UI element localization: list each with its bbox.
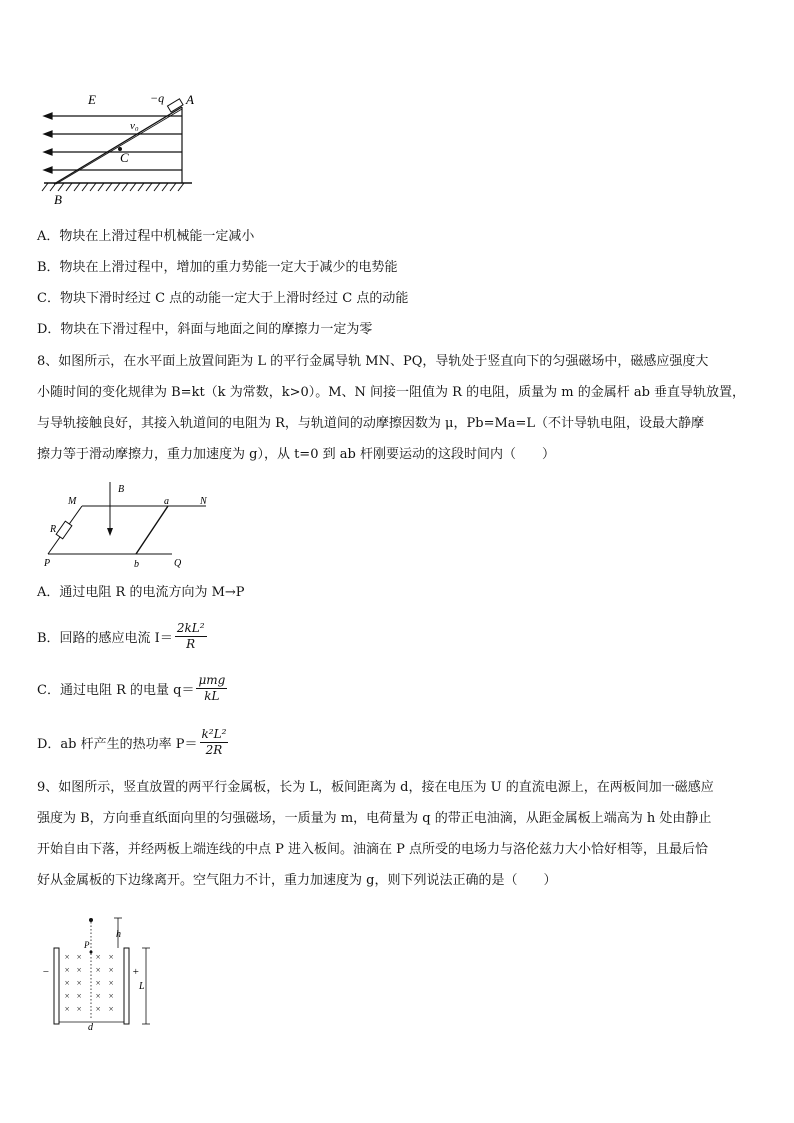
label-E: E — [88, 92, 96, 107]
label-q: −q — [150, 91, 165, 105]
svg-text:×: × — [76, 978, 83, 988]
label-B: B — [54, 192, 62, 207]
fraction-numerator: μmg — [198, 672, 226, 687]
fraction-denominator: 2R — [205, 742, 223, 757]
svg-text:×: × — [108, 952, 115, 962]
label-A: A — [186, 92, 194, 107]
label-d: d — [88, 1022, 93, 1032]
label-L: L — [139, 981, 145, 992]
label-B-field: B — [118, 484, 125, 495]
q8-option-b — [37, 618, 207, 654]
fraction-denominator: kL — [204, 688, 220, 703]
plates-figure — [38, 912, 168, 1032]
svg-text:×: × — [76, 991, 83, 1001]
q8-option-c-fraction — [196, 673, 227, 704]
svg-text:×: × — [64, 1004, 71, 1014]
q8-stem-line-4: 擦力等于滑动摩擦力，重力加速度为 g），从 t=0 到 ab 杆刚要运动的这段时间内（ ） — [37, 447, 555, 462]
svg-text:×: × — [95, 952, 102, 962]
svg-text:×: × — [95, 991, 102, 1001]
svg-text:×: × — [64, 991, 71, 1001]
q8-option-c-text: C．通过电阻 R 的电量 q＝ — [37, 682, 195, 698]
label-Q: Q — [174, 558, 182, 569]
q8-option-d-fraction — [200, 727, 229, 758]
q9-stem-line-3: 开始自由下落，并经两板上端连线的中点 P 进入板间。油滴在 P 点所受的电场力与洛伦兹力大小恰好相等，且最后恰 — [37, 842, 709, 857]
label-b: b — [134, 559, 139, 570]
q7-option-b: B．物块在上滑过程中，增加的重力势能一定大于减少的电势能 — [37, 260, 398, 275]
q8-stem-line-3: 与导轨接触良好，其接入轨道间的电阻为 R，与轨道间的动摩擦因数为 μ，Pb=Ma=L（不计导轨电阻，设最大静摩 — [37, 416, 705, 431]
q9-stem-line-2: 强度为 B，方向垂直纸面向里的匀强磁场，一质量为 m，电荷量为 q 的带正电油滴，从距金属板上端高为 h 处由静止 — [37, 811, 712, 826]
q8-option-a — [37, 580, 245, 600]
label-P: P — [44, 558, 51, 569]
q8-option-d-text: D．ab 杆产生的热功率 P＝ — [37, 736, 198, 752]
label-v0: v₀ — [130, 120, 139, 132]
svg-text:×: × — [95, 978, 102, 988]
label-plus: + — [132, 966, 140, 978]
label-P-entry: P — [84, 940, 90, 950]
svg-text:×: × — [76, 1004, 83, 1014]
svg-text:×: × — [95, 965, 102, 975]
q8-option-c — [37, 670, 227, 706]
q8-option-d — [37, 722, 228, 762]
q7-option-d: D．物块在下滑过程中，斜面与地面之间的摩擦力一定为零 — [37, 322, 373, 337]
q8-option-b-fraction — [175, 621, 207, 652]
q7-option-c: C．物块下滑时经过 C 点的动能一定大于上滑时经过 C 点的动能 — [37, 291, 409, 306]
magnetic-field-crosses — [64, 952, 114, 1014]
q9-stem-line-4: 好从金属板的下边缘离开。空气阻力不计，重力加速度为 g，则下列说法正确的是（ ） — [37, 873, 557, 888]
q8-stem-line-2: 小随时间的变化规律为 B=kt（k 为常数，k>0）。M、N 间接一阻值为 R 的电阻，质量为 m 的金属杆 ab 垂直导轨放置， — [37, 385, 746, 400]
q8-option-b-text: B．回路的感应电流 I＝ — [37, 630, 173, 646]
q8-option-a-text: A．通过电阻 R 的电流方向为 M→P — [37, 584, 245, 600]
label-minus: − — [42, 966, 50, 978]
svg-text:×: × — [108, 1004, 115, 1014]
label-h: h — [116, 929, 121, 940]
svg-text:×: × — [76, 952, 83, 962]
svg-text:×: × — [64, 978, 71, 988]
label-a: a — [164, 496, 169, 507]
rails-figure — [38, 478, 218, 570]
fraction-numerator: k²L² — [201, 726, 227, 741]
svg-text:×: × — [95, 1004, 102, 1014]
svg-text:×: × — [76, 965, 83, 975]
incline-field-figure — [30, 85, 200, 210]
svg-text:×: × — [64, 965, 71, 975]
svg-text:×: × — [108, 965, 115, 975]
svg-text:×: × — [108, 978, 115, 988]
svg-text:×: × — [64, 952, 71, 962]
q7-option-a: A．物块在上滑过程中机械能一定减小 — [37, 229, 255, 244]
fraction-numerator: 2kL² — [176, 620, 205, 635]
q9-stem-line-1: 9、如图所示，竖直放置的两平行金属板，长为 L，板间距离为 d，接在电压为 U 的直流电源上，在两板间加一磁感应 — [37, 780, 714, 795]
svg-text:×: × — [108, 991, 115, 1001]
label-R: R — [50, 524, 57, 535]
label-N: N — [200, 496, 207, 507]
fraction-denominator: R — [186, 636, 196, 651]
q8-stem-line-1: 8、如图所示，在水平面上放置间距为 L 的平行金属导轨 MN、PQ，导轨处于竖直向下的匀强磁场中，磁感应强度大 — [37, 354, 709, 369]
label-M: M — [68, 496, 77, 507]
label-C: C — [120, 150, 129, 165]
